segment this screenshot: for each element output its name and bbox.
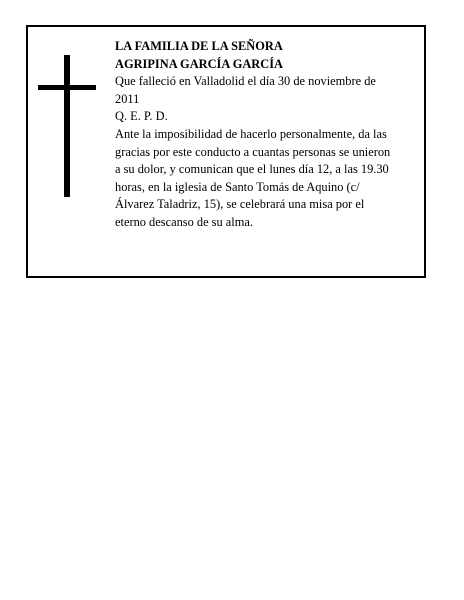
notice-body-line-1: Que falleció en Valladolid el día 30 de noviembre de [115, 74, 376, 89]
notice-body-line-3: Q. E. P. D. [115, 109, 168, 124]
cross-vertical-bar [64, 55, 70, 197]
notice-heading-line-2: AGRIPINA GARCÍA GARCÍA [115, 56, 283, 71]
notice-body-line-9: eterno descanso de su alma. [115, 214, 253, 229]
notice-body-line-7: horas, en la iglesia de Santo Tomás de Aquino (c/ [115, 179, 360, 194]
notice-body-line-2: 2011 [115, 91, 140, 106]
notice-body-line-4: Ante la imposibilidad de hacerlo personalmente, da las [115, 126, 387, 141]
notice-body-line-8: Álvarez Taladriz, 15), se celebrará una misa por el [115, 197, 365, 212]
notice-text [115, 38, 415, 232]
cross-horizontal-bar [38, 85, 96, 90]
notice-body-line-6: a su dolor, y comunican que el lunes día 12, a las 19.30 [115, 162, 389, 177]
notice-heading-line-1: LA FAMILIA DE LA SEÑORA [115, 39, 283, 53]
notice-body-line-5: gracias por este conducto a cuantas personas se unieron [115, 144, 391, 159]
